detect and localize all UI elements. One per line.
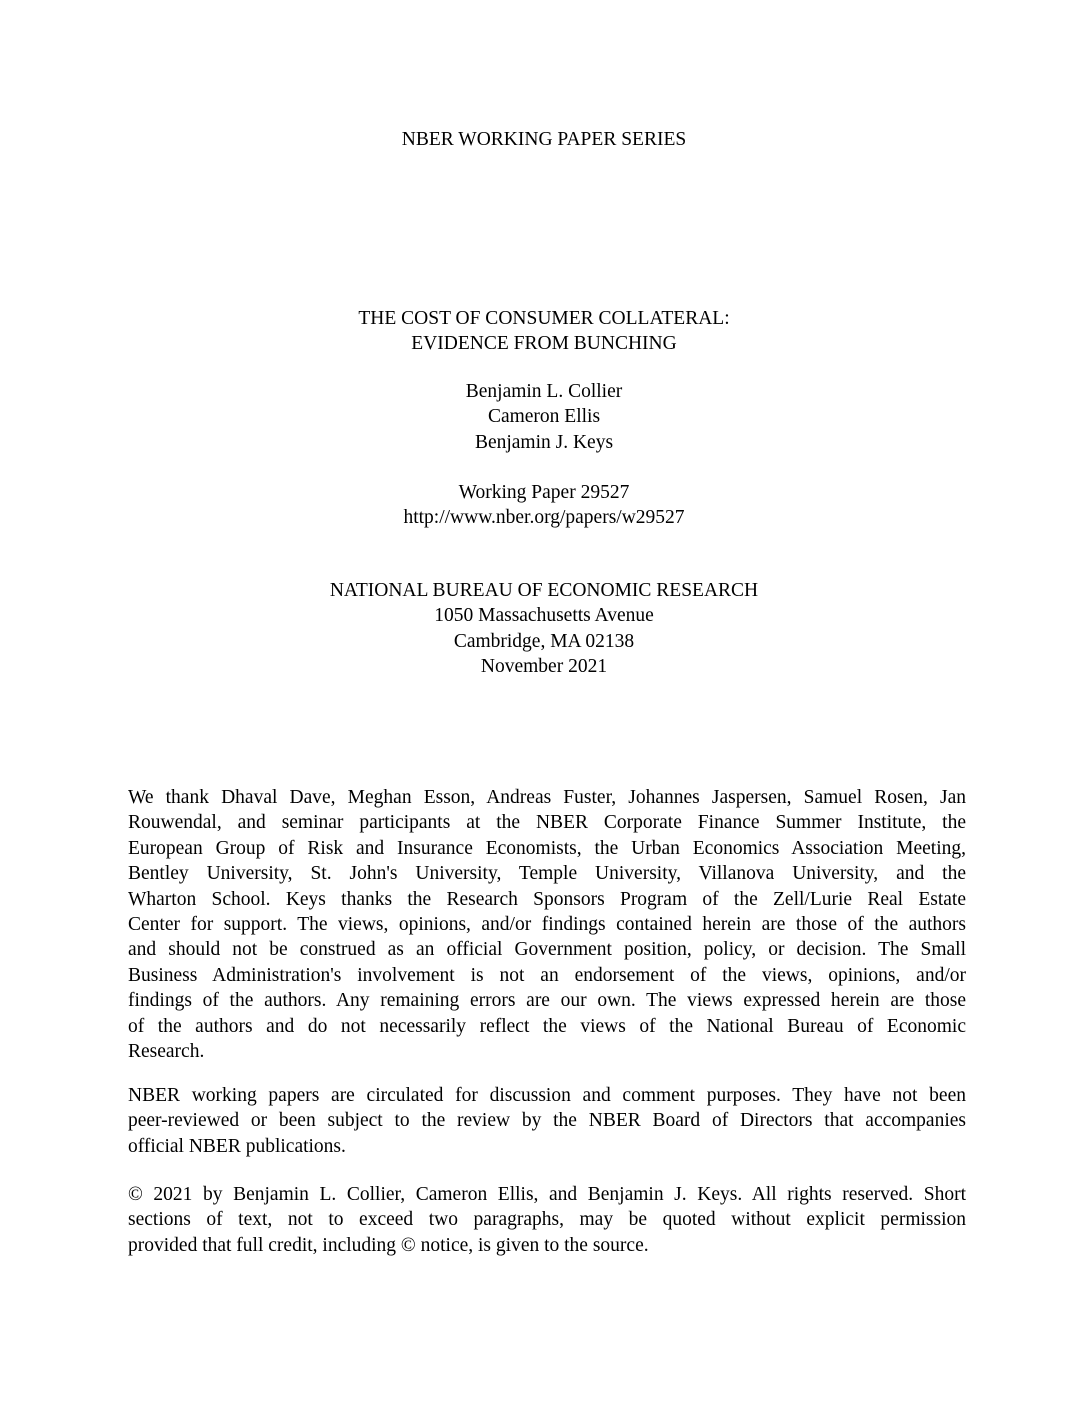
disclaimer-paragraph — [128, 1083, 966, 1159]
paper-title-line: THE COST OF CONSUMER COLLATERAL: — [358, 308, 730, 329]
publisher-block — [0, 578, 1088, 680]
disclaimer-line: NBER working papers are circulated for discussion and comment purposes. They have not been — [128, 1085, 966, 1106]
author-list — [0, 379, 1088, 455]
acknowledgment-line: Bentley University, St. John's University, Temple University, Villanova University, and the — [128, 863, 966, 885]
author-name: Benjamin L. Collier — [465, 381, 623, 402]
publisher-street: 1050 Massachusetts Avenue — [434, 605, 654, 627]
acknowledgment-line: Business Administration's involvement is not an endorsement of the views, opinions, and/or — [128, 964, 966, 986]
copyright-line: © 2021 by Benjamin L. Collier, Cameron Ellis, and Benjamin J. Keys. All rights reserved. Short — [128, 1184, 966, 1205]
publication-date: November 2021 — [480, 656, 608, 678]
acknowledgment-paragraph — [128, 785, 966, 1064]
paper-title-line: EVIDENCE FROM BUNCHING — [411, 333, 677, 355]
working-paper-number: Working Paper 29527 — [458, 482, 630, 503]
acknowledgment-line: findings of the authors. Any remaining errors are our own. The views expressed herein are those — [128, 990, 966, 1012]
acknowledgment-line: Rouwendal, and seminar participants at the NBER Corporate Finance Summer Institute, the — [128, 812, 966, 834]
acknowledgment-line: Center for support. The views, opinions, and/or findings contained herein are those of the authors — [128, 914, 966, 936]
publisher-name: NATIONAL BUREAU OF ECONOMIC RESEARCH — [329, 580, 759, 601]
author-name: Cameron Ellis — [487, 406, 601, 428]
series-title: NBER WORKING PAPER SERIES — [401, 129, 687, 150]
paper-url: http://www.nber.org/papers/w29527 — [403, 507, 685, 529]
disclaimer-line: official NBER publications. — [128, 1135, 346, 1157]
author-name: Benjamin J. Keys — [474, 431, 614, 453]
disclaimer-line: peer-reviewed or been subject to the review by the NBER Board of Directors that accompanies — [128, 1110, 966, 1132]
paper-info — [0, 480, 1088, 531]
copyright-line: provided that full credit, including © notice, is given to the source. — [128, 1234, 649, 1256]
copyright-line: sections of text, not to exceed two paragraphs, may be quoted without explicit permission — [128, 1209, 966, 1231]
publisher-city: Cambridge, MA 02138 — [453, 630, 635, 652]
paper-title — [0, 306, 1088, 357]
acknowledgment-line: of the authors and do not necessarily reflect the views of the National Bureau of Economic — [128, 1015, 966, 1037]
acknowledgment-line: European Group of Risk and Insurance Economists, the Urban Economics Association Meeting, — [128, 837, 966, 859]
acknowledgment-line: We thank Dhaval Dave, Meghan Esson, Andreas Fuster, Johannes Jaspersen, Samuel Rosen, Jan — [128, 787, 966, 808]
acknowledgment-line: and should not be construed as an official Government position, policy, or decision. The Small — [128, 939, 966, 961]
acknowledgment-line: Research. — [128, 1041, 205, 1063]
acknowledgment-line: Wharton School. Keys thanks the Research Sponsors Program of the Zell/Lurie Real Estate — [128, 888, 966, 910]
copyright-paragraph — [128, 1182, 966, 1258]
